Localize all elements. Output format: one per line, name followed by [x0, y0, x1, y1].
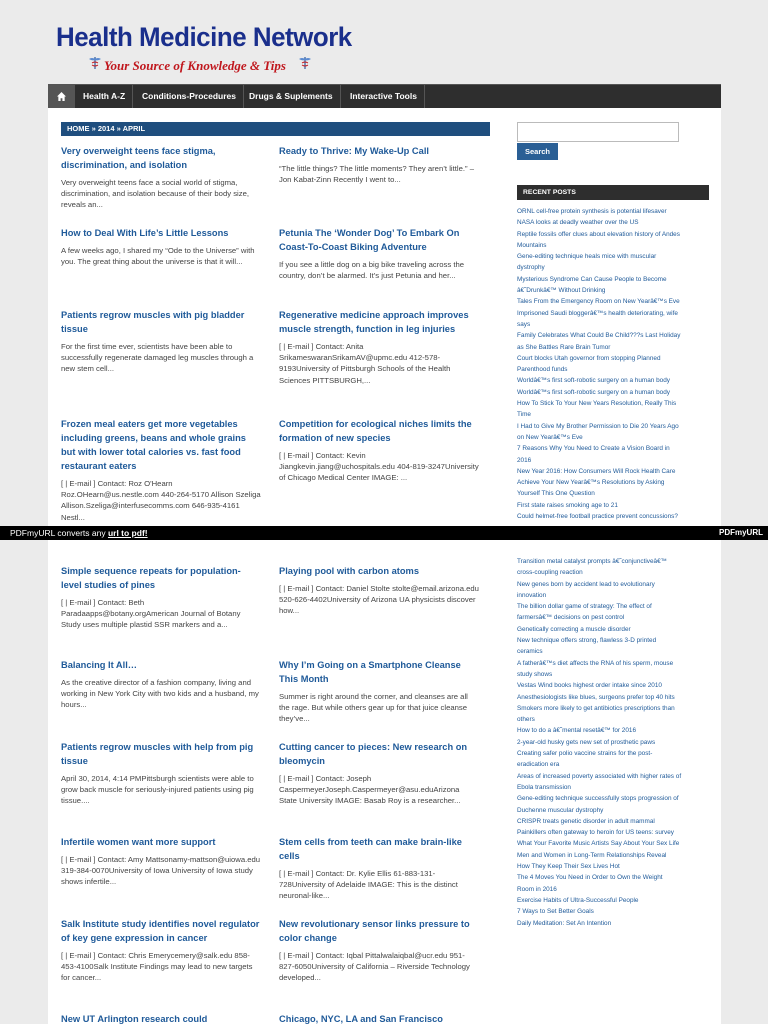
post-excerpt: [ | E-mail ] Contact: Dr. Kylie Ellis 61-883-131-728University of Adelaide IMAGE: This is the distinct neuronal-like... — [279, 869, 458, 901]
site-tagline: Your Source of Knowledge & Tips — [104, 58, 286, 73]
post-excerpt: [ | E-mail ] Contact: Amy Mattsonamy-mattson@uiowa.edu 319-384-0070University of Iowa University of Iowa study shows infertile... — [61, 855, 261, 887]
recent-post-link[interactable]: I Had to Give My Brother Permission to Die 20 Years Ago — [517, 422, 679, 430]
recent-post-link[interactable]: innovation — [517, 591, 547, 599]
recent-post-link[interactable]: â€˜Drunkâ€™ Without Drinking — [517, 287, 606, 295]
recent-post-link[interactable]: Gene-editing technique successfully stops progression of — [517, 795, 679, 803]
post-title-link[interactable]: Chicago, NYC, LA and San Francisco — [279, 1014, 443, 1024]
post-excerpt: For the first time ever, scientists have been able to successfully regenerate damaged leg muscles through a new stem cell... — [61, 342, 254, 374]
post-excerpt: April 30, 2014, 4:14 PMPittsburgh scientists were able to grow back muscle for seriously-injured patients using pig tissue.... — [61, 774, 254, 806]
nav-item-health-a-z[interactable]: Health A-Z — [76, 85, 133, 108]
recent-posts-heading: RECENT POSTS — [517, 185, 709, 200]
recent-post-link[interactable]: on New Yearâ€™s Eve — [517, 433, 583, 441]
recent-post-link[interactable]: Men and Women in Long-Term Relationships Reveal — [517, 851, 667, 859]
recent-post-link[interactable]: CRISPR treats genetic disorder in adult mammal — [517, 817, 655, 825]
recent-post-link[interactable]: Parenthood funds — [517, 366, 568, 374]
recent-post-link[interactable]: as She Battles Rare Brain Tumor — [517, 343, 611, 351]
recent-post-link[interactable]: 2016 — [517, 456, 532, 464]
post-title-link[interactable]: Patients regrow muscles with help from pig tissue — [61, 742, 254, 766]
post-item — [279, 144, 479, 185]
post-excerpt: [ | E-mail ] Contact: Iqbal Pittalwalaiqbal@ucr.edu 951-827-6050University of California – Riverside Technology developed... — [279, 951, 470, 983]
recent-post-link[interactable]: eradication era — [517, 761, 560, 769]
post-item — [61, 144, 261, 211]
recent-post-link[interactable]: Anesthesiologists like blues, surgeons prefer top 40 hits — [517, 693, 675, 701]
recent-post-link[interactable]: cross-coupling reaction — [517, 569, 583, 577]
nav-item-drugs-suplements[interactable]: Drugs & Suplements — [242, 85, 341, 108]
recent-post-link[interactable]: Reptile fossils offer clues about elevation history of Andes — [517, 230, 680, 238]
post-excerpt: [ | E-mail ] Contact: Joseph CaspermeyerJoseph.Caspermeyer@asu.eduArizona State University IMAGE: Basab Roy is a researcher... — [279, 774, 461, 806]
recent-post-link[interactable]: Genetically correcting a muscle disorder — [517, 625, 631, 633]
recent-posts-list — [517, 556, 710, 929]
post-title-link[interactable]: Why I’m Going on a Smartphone Cleanse This Month — [279, 660, 461, 684]
recent-post-link[interactable]: New genes born by accident lead to evolutionary — [517, 580, 655, 588]
recent-post-link[interactable]: Duchenne muscular dystrophy — [517, 806, 604, 814]
post-item — [279, 564, 479, 617]
pdf-banner-prefix: PDFmyURL converts any — [10, 528, 106, 538]
search-button[interactable]: Search — [517, 143, 558, 160]
recent-post-link[interactable]: Transition metal catalyst prompts â€˜conjunctiveâ€™ — [517, 558, 668, 565]
post-excerpt: [ | E-mail ] Contact: Beth Paradaapps@botany.orgAmerican Journal of Botany Study uses multiple plastid SSR markers and a... — [61, 598, 241, 630]
post-item — [61, 564, 261, 631]
recent-post-link[interactable]: others — [517, 716, 535, 724]
post-title-link[interactable]: Cutting cancer to pieces: New research on bleomycin — [279, 742, 468, 766]
home-icon — [57, 92, 66, 101]
post-item — [279, 417, 479, 484]
post-title-link[interactable]: Simple sequence repeats for population-level studies of pines — [61, 566, 241, 590]
post-title-link[interactable]: Very overweight teens face stigma, discrimination, and isolation — [61, 146, 216, 170]
recent-post-link[interactable]: New technique offers strong, flawless 3-D printed — [517, 637, 657, 645]
post-title-link[interactable]: New UT Arlington research could — [61, 1014, 208, 1024]
url-to-pdf-link[interactable]: url to pdf! — [107, 528, 148, 538]
post-item — [279, 658, 479, 725]
recent-post-link[interactable]: Exercise Habits of Ultra-Successful People — [517, 896, 639, 904]
post-item — [279, 835, 479, 902]
post-title-link[interactable]: How to Deal With Life’s Little Lessons — [61, 228, 229, 238]
caduceus-icon — [298, 56, 312, 70]
post-item — [61, 917, 261, 984]
recent-post-link[interactable]: The billion dollar game of strategy: The effect of — [517, 603, 652, 611]
recent-post-link[interactable]: Worldâ€™s first soft-robotic surgery on a human body — [517, 377, 670, 385]
recent-post-link[interactable]: How They Keep Their Sex Lives Hot — [517, 863, 620, 871]
pdf-banner-text — [10, 526, 148, 540]
recent-post-link[interactable]: Ebola transmission — [517, 783, 571, 791]
recent-post-link[interactable]: Mountains — [517, 241, 547, 249]
recent-post-link[interactable]: Could helmet-free football practice prevent concussions? — [517, 513, 678, 521]
recent-post-link[interactable]: Worldâ€™s first soft-robotic surgery on a human body — [517, 388, 670, 396]
post-excerpt: As the creative director of a fashion company, living and working in New York City with two kids and a husband, my hours... — [61, 678, 259, 710]
post-title-link[interactable]: Balancing It All… — [61, 660, 138, 670]
nav-item-interactive-tools[interactable]: Interactive Tools — [343, 85, 425, 108]
recent-post-link[interactable]: 7 Reasons Why You Need to Create a Vision Board in — [517, 445, 670, 453]
recent-post-link[interactable]: Court blocks Utah governor from stopping Planned — [517, 354, 661, 362]
post-item — [61, 658, 261, 711]
recent-post-link[interactable]: Gene-editing technique heals mice with muscular — [517, 253, 657, 261]
post-excerpt: “The little things? The little moments? They aren’t little.” – Jon Kabat-Zinn Recently I went to... — [279, 164, 474, 185]
post-item — [61, 417, 261, 523]
post-excerpt: [ | E-mail ] Contact: Roz O'Hearn Roz.OHearn@us.nestle.com 440-264-5170 Allison Szeliga Allison.Szeliga@interfusecomms.com 646-935-4161 Nestl... — [61, 479, 261, 522]
post-excerpt: [ | E-mail ] Contact: Chris Emerycemery@salk.edu 858-453-4100Salk Institute Findings may lead to new targets for cancer... — [61, 951, 253, 983]
recent-post-link[interactable]: says — [517, 320, 531, 328]
post-title-link[interactable]: Stem cells from teeth can make brain-like cells — [279, 837, 462, 861]
post-title-link[interactable]: Salk Institute study identifies novel regulator of key gene expression in cancer — [61, 919, 260, 943]
post-item — [61, 835, 261, 888]
recent-post-link[interactable]: ceramics — [517, 648, 543, 656]
recent-post-link[interactable]: How to do a â€˜mental resetâ€™ for 2016 — [517, 727, 637, 735]
recent-post-link[interactable]: Painkillers often gateway to heroin for US teens: survey — [517, 829, 675, 837]
recent-post-link[interactable]: Room in 2016 — [517, 885, 557, 893]
recent-post-link[interactable]: A fatherâ€™s diet affects the RNA of his sperm, mouse — [517, 659, 674, 667]
post-title-link[interactable]: Competition for ecological niches limits the formation of new species — [279, 419, 472, 443]
post-title-link[interactable]: Ready to Thrive: My Wake-Up Call — [279, 146, 429, 156]
search-input[interactable] — [517, 122, 679, 142]
recent-post-link[interactable]: Achieve Your New Yearâ€™s Resolutions by Asking — [517, 479, 665, 487]
post-title-link[interactable]: New revolutionary sensor links pressure to color change — [279, 919, 470, 943]
recent-post-link[interactable]: New Year 2016: How Consumers Will Rock Health Care — [517, 467, 676, 475]
recent-post-link[interactable]: 2-year-old husky gets new set of prosthetic paws — [517, 738, 656, 746]
post-title-link[interactable]: Frozen meal eaters get more vegetables including greens, beans and whole grains but with lower total calories vs. fast food restaurant eaters — [61, 419, 246, 471]
recent-post-link[interactable]: Daily Meditation: Set An Intention — [517, 919, 612, 927]
post-item — [279, 226, 479, 281]
recent-posts-list — [517, 206, 710, 522]
recent-post-link[interactable]: farmersâ€™ decisions on pest control — [517, 614, 625, 622]
recent-post-link[interactable]: First state raises smoking age to 21 — [517, 501, 618, 509]
recent-post-link[interactable]: ORNL cell-free protein synthesis is potential lifesaver — [517, 208, 667, 215]
caduceus-icon — [88, 56, 102, 70]
post-title-link[interactable]: Playing pool with carbon atoms — [279, 566, 419, 576]
post-excerpt: Summer is right around the corner, and cleanses are all the rage. But while others gear up for that juice cleanse they’ve... — [279, 692, 468, 724]
nav-home-button[interactable] — [48, 85, 75, 108]
post-item — [279, 1012, 479, 1024]
recent-post-link[interactable]: Mysterious Syndrome Can Cause People to Become — [517, 275, 667, 283]
post-item — [61, 308, 261, 375]
nav-item-conditions-procedures[interactable]: Conditions-Procedures — [135, 85, 244, 108]
recent-post-link[interactable]: Vestas Wind books highest order intake since 2010 — [517, 682, 662, 690]
recent-post-link[interactable]: study shows — [517, 670, 553, 678]
post-item — [61, 1012, 261, 1024]
post-title-link[interactable]: Patients regrow muscles with pig bladder tissue — [61, 310, 245, 334]
site-header — [0, 0, 768, 86]
site-title[interactable]: Health Medicine Network — [56, 22, 352, 52]
post-item — [279, 308, 479, 386]
recent-post-link[interactable]: What Your Favorite Music Artists Say About Your Sex Life — [517, 840, 680, 848]
recent-post-link[interactable]: The 4 Moves You Need in Order to Own the Weight — [517, 874, 663, 882]
post-excerpt: Very overweight teens face a social world of stigma, discrimination, and isolation because of their body size, reveals an... — [61, 178, 250, 210]
post-title-link[interactable]: Regenerative medicine approach improves muscle strength, function in leg injuries — [279, 310, 469, 334]
pdfmyurl-logo[interactable]: PDFmyURL — [718, 528, 763, 537]
recent-post-link[interactable]: Time — [517, 411, 531, 419]
recent-post-link[interactable]: Family Celebrates What Could Be Child???s Last Holiday — [517, 332, 681, 340]
post-excerpt: A few weeks ago, I shared my “Ode to the Universe” with you. The great thing about the universe is that it will... — [61, 246, 255, 267]
post-item — [61, 740, 261, 807]
main-navigation — [48, 84, 721, 108]
recent-post-link[interactable]: NASA looks at deadly weather over the US — [517, 219, 639, 227]
breadcrumb[interactable]: HOME » 2014 » APRIL — [61, 122, 490, 136]
post-excerpt: [ | E-mail ] Contact: Anita SrikameswaranSrikamAV@upmc.edu 412-578-9193University of Pittsburgh Schools of the Health Sciences PITTSBURGH,... — [279, 342, 451, 385]
post-item — [279, 917, 479, 984]
post-title-link[interactable]: Infertile women want more support — [61, 837, 216, 847]
post-excerpt: If you see a little dog on a big bike traveling across the country, don’t be alarmed. It’s just Petunia and her... — [279, 260, 465, 281]
post-excerpt: [ | E-mail ] Contact: Kevin Jiangkevin.jiang@uchospitals.edu 404-819-3247University of Chicago Medical Center IMAGE: ... — [279, 451, 479, 483]
post-item — [279, 740, 479, 807]
recent-post-link[interactable]: Tales From the Emergency Room on New Yearâ€™s Eve — [517, 298, 680, 306]
recent-post-link[interactable]: Imprisoned Saudi bloggerâ€™s health deteriorating, wife — [517, 309, 678, 317]
post-item — [61, 226, 261, 267]
recent-post-link[interactable]: How To Stick To Your New Years Resolution, Really This — [517, 400, 677, 408]
pdf-banner — [0, 526, 768, 540]
recent-post-link[interactable]: dystrophy — [517, 264, 545, 272]
recent-post-link[interactable]: Creating safer polio vaccine strains for the post- — [517, 750, 653, 758]
post-excerpt: [ | E-mail ] Contact: Daniel Stolte stolte@email.arizona.edu 520-626-4402University of Arizona UA physicists discover how... — [279, 584, 479, 616]
recent-post-link[interactable]: Smokers more likely to get antibiotics prescriptions than — [517, 704, 675, 712]
recent-post-link[interactable]: 7 Ways to Set Better Goals — [517, 908, 594, 916]
recent-post-link[interactable]: Areas of increased poverty associated with higher rates of — [517, 772, 682, 780]
recent-post-link[interactable]: Yourself This One Question — [517, 490, 595, 498]
post-title-link[interactable]: Petunia The ‘Wonder Dog’ To Embark On Coast-To-Coast Biking Adventure — [279, 228, 460, 252]
